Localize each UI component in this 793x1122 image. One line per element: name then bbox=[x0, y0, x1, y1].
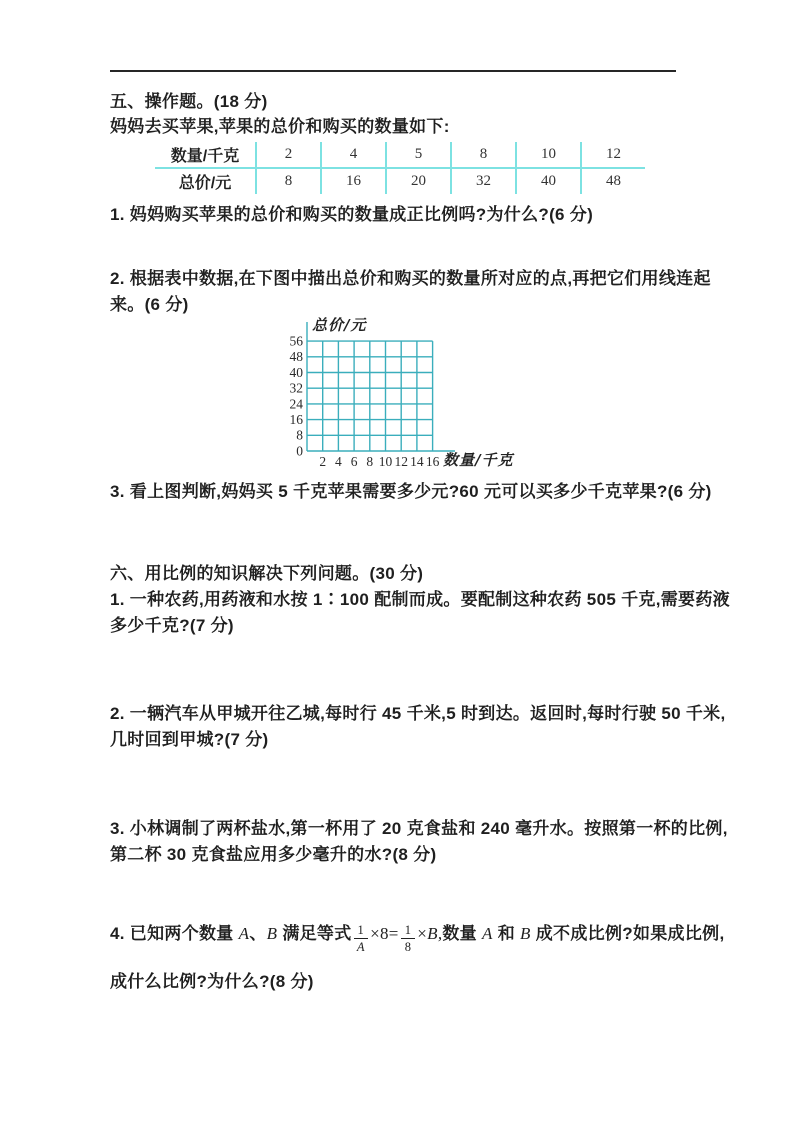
equals-sign: = bbox=[388, 924, 399, 943]
question-6-2-line1: 2. 一辆汽车从甲城开往乙城,每时行 45 千米,5 时到达。返回时,每时行驶 50 千米, bbox=[110, 704, 726, 723]
variable-b: B, bbox=[427, 924, 443, 943]
table-header-price: 总价/元 bbox=[178, 175, 232, 192]
question-6-3-line2: 第二杯 30 克食盐应用多少毫升的水?(8 分) bbox=[110, 845, 437, 864]
variable-a: A bbox=[482, 924, 493, 943]
variable-a: A bbox=[238, 924, 250, 943]
section5-intro: 妈妈去买苹果,苹果的总价和购买的数量如下: bbox=[110, 117, 450, 136]
x-tick: 8 bbox=[366, 454, 374, 469]
table-cell: 20 bbox=[385, 169, 450, 194]
q4-text: 、 bbox=[249, 924, 267, 943]
table-cell: 48 bbox=[580, 169, 645, 194]
plot-grid bbox=[268, 314, 598, 484]
question-5-3: 3. 看上图判断,妈妈买 5 千克苹果需要多少元?60 元可以买多少千克苹果?(6 分) bbox=[110, 482, 712, 501]
table-cell: 8 bbox=[450, 142, 515, 167]
table-row bbox=[155, 142, 645, 169]
y-axis-label: 总价/元 bbox=[312, 316, 367, 334]
fraction-denominator: 8 bbox=[404, 940, 412, 954]
variable-b: B bbox=[520, 924, 531, 943]
x-axis-label: 数量/千克 bbox=[443, 451, 514, 469]
x-tick: 4 bbox=[335, 454, 342, 469]
table-cell: 12 bbox=[580, 142, 645, 167]
question-6-1-line2: 多少千克?(7 分) bbox=[110, 616, 234, 635]
question-6-1-line1: 1. 一种农药,用药液和水按 1∶100 配制而成。要配制这种农药 505 千克,需要药液 bbox=[110, 590, 730, 609]
table-cell: 40 bbox=[515, 169, 580, 194]
top-divider bbox=[110, 70, 676, 72]
x-tick: 2 bbox=[319, 454, 327, 469]
section5-title: 五、操作题。(18 分) bbox=[110, 92, 268, 111]
price-quantity-table bbox=[155, 142, 645, 194]
fraction-1-over-a bbox=[354, 924, 369, 954]
fraction-1-over-8 bbox=[401, 924, 416, 954]
fraction-numerator: 1 bbox=[401, 924, 416, 940]
fraction-denominator: A bbox=[356, 940, 365, 954]
times-8: ×8 bbox=[370, 924, 389, 943]
y-tick: 48 bbox=[289, 349, 303, 365]
variable-b: B bbox=[266, 924, 278, 943]
table-header-quantity: 数量/千克 bbox=[170, 148, 240, 165]
q4-text: 满足等式 bbox=[277, 924, 352, 943]
x-tick: 12 bbox=[394, 454, 408, 469]
origin-tick: 0 bbox=[296, 443, 303, 459]
table-cell: 8 bbox=[255, 169, 320, 194]
y-tick: 32 bbox=[289, 380, 303, 396]
q4-text: 数量 bbox=[442, 924, 482, 943]
price-chart bbox=[268, 314, 598, 484]
q4-text: 4. 已知两个数量 bbox=[110, 924, 239, 943]
table-cell: 2 bbox=[255, 142, 320, 167]
table-cell: 16 bbox=[320, 169, 385, 194]
grid-lines bbox=[307, 322, 455, 451]
table-cell: 32 bbox=[450, 169, 515, 194]
x-tick: 14 bbox=[410, 454, 424, 469]
table-cell: 4 bbox=[320, 142, 385, 167]
section6-title: 六、用比例的知识解决下列问题。(30 分) bbox=[110, 564, 424, 583]
y-tick: 16 bbox=[289, 412, 303, 427]
x-tick: 10 bbox=[378, 454, 393, 469]
question-5-1: 1. 妈妈购买苹果的总价和购买的数量成正比例吗?为什么?(6 分) bbox=[110, 205, 594, 224]
question-6-3-line1: 3. 小林调制了两杯盐水,第一杯用了 20 克食盐和 240 毫升水。按照第一杯的比例, bbox=[110, 819, 728, 838]
question-6-2-line2: 几时回到甲城?(7 分) bbox=[110, 730, 269, 749]
y-tick: 56 bbox=[289, 333, 303, 349]
y-tick: 24 bbox=[289, 396, 303, 412]
y-tick: 8 bbox=[296, 427, 303, 443]
x-tick: 6 bbox=[350, 454, 358, 469]
question-6-4-line2: 成什么比例?为什么?(8 分) bbox=[110, 972, 314, 991]
table-cell: 5 bbox=[385, 142, 450, 167]
x-tick: 16 bbox=[425, 454, 440, 469]
q4-text: 成不成比例?如果成比例, bbox=[530, 924, 725, 943]
table-row bbox=[155, 169, 645, 194]
question-5-2-line2: 来。(6 分) bbox=[110, 295, 189, 314]
y-tick: 40 bbox=[289, 364, 303, 380]
table-cell: 10 bbox=[515, 142, 580, 167]
question-6-4-line1 bbox=[110, 912, 724, 956]
question-5-2-line1: 2. 根据表中数据,在下图中描出总价和购买的数量所对应的点,再把它们用线连起 bbox=[110, 269, 711, 288]
times-sign: × bbox=[417, 924, 428, 943]
fraction-numerator: 1 bbox=[354, 924, 369, 940]
q4-text: 和 bbox=[492, 924, 521, 943]
